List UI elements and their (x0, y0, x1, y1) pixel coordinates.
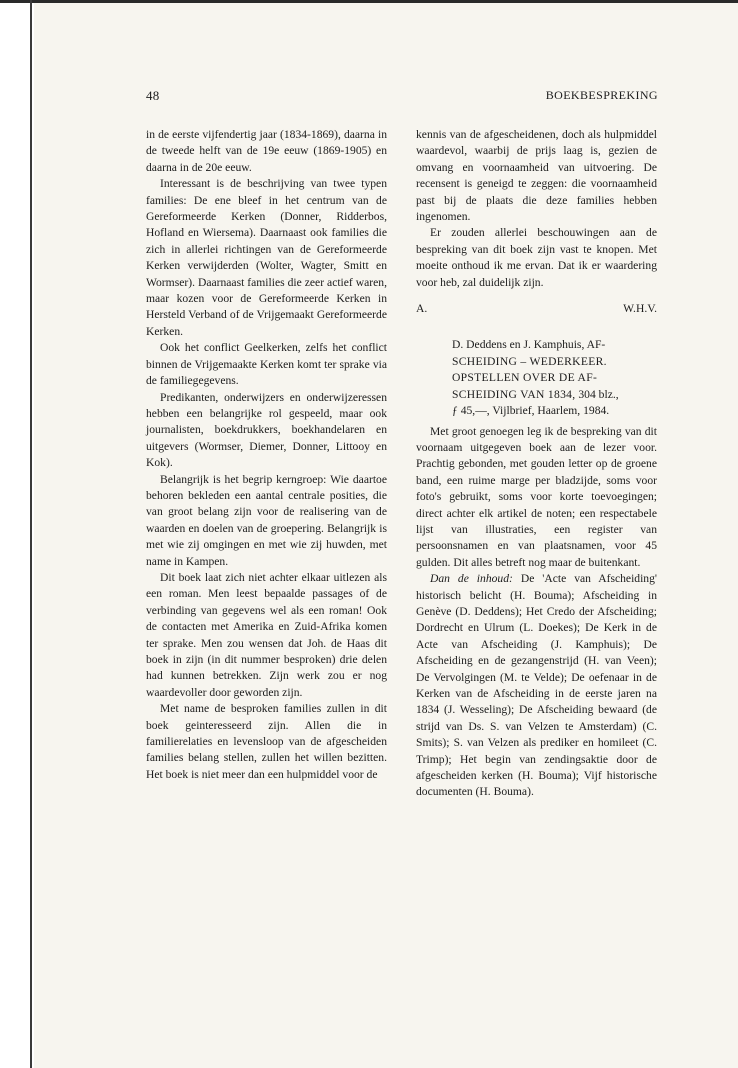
book-title-end: SCHEIDING VAN 1834, (452, 387, 576, 401)
book-authors: D. Deddens en J. Kamphuis, AF- (452, 338, 606, 352)
signature-reviewer: W.H.V. (623, 302, 657, 316)
page-header (146, 88, 658, 108)
book-title-line-3 (452, 387, 657, 403)
left-paragraph-2: Interessant is de beschrijving van twee typen families: De ene bleef in het centrum van de Gereformeerde Kerken (Donner, Ridderbos, Hofland en Wiersema). Daarnaast ook families die zich in allerlei richtingen van de Gereformeerde Kerken verwijderden (Wolter, Wagter, Smitt en Wormser). Daarnaast families die zeer actief waren, maar kozen voor de Gereformeerde Kerken in Hersteld Verband of de Vrijgemaakt Gereformeerde Kerken. (146, 177, 387, 338)
left-paragraph-5: Belangrijk is het begrip kerngroep: Wie daartoe behoren bekleden een aantal centrale posities, die van groot belang zijn voor de realisering van de waarden en doelen van de groepering. Belangrijk is met wie zij omgingen en met wie zij huwden, met name in Kampen. (146, 472, 387, 568)
left-paragraph-7: Met name de besproken families zullen in dit boek geinteresseerd zijn. Allen die in familierelaties en levensloop van de afgescheiden families belang stellen, zullen het willen bezitten. Het boek is niet meer dan een hulpmiddel voor de (146, 702, 387, 781)
right-paragraph-2: Er zouden allerlei beschouwingen aan de bespreking van dit boek zijn vast te knopen. Met moeite onthoud ik me ervan. Dat ik er waardering voor heb, zal duidelijk zijn. (416, 226, 657, 289)
left-paragraph-3: Ook het conflict Geelkerken, zelfs het conflict binnen de Vrijgemaakte Kerken komt ter sprake via de familiegegevens. (146, 341, 387, 388)
book-title-line-2: OPSTELLEN OVER DE AF- (452, 371, 598, 385)
page-number: 48 (146, 88, 160, 103)
left-paragraph-1: in de eerste vijfendertig jaar (1834-1869), daarna in de tweede helft van de 19e eeuw (1869-1905) en daarna in de 20e eeuw. (146, 128, 387, 174)
book-reference (452, 337, 657, 419)
running-title: BOEKBESPREKING (545, 88, 658, 102)
left-paragraph-6: Dit boek laat zich niet achter elkaar uitlezen als een roman. Men leest bepaalde passages of de verbinding van gegevens wel als een roman! Ook de contacten met Amerika en Zuid-Afrika komen ter sprake. Men zou wensen dat Joh. de Haas dit boek in zijn (in dit nummer besproken) drie delen had kunnen betrekken. Zijn werk zou er nog waardevoller door geworden zijn. (146, 570, 387, 699)
right-paragraph-4 (416, 571, 657, 801)
left-paragraph-4: Predikanten, onderwijzers en onderwijzeressen hebben een belangrijke rol gespeeld, maar ook journalisten, boekdrukkers, boekhandelaren en uitgevers (Wormser, Diemer, Donner, Littooy en Kok). (146, 390, 387, 470)
right-column (416, 127, 657, 801)
contents-list: De 'Acte van Afscheiding' historisch belicht (H. Bouma); Afscheiding in Genève (D. Deddens); Het Credo der Afscheiding; Dordrecht en Ulrum (L. Doekes); De Kerk in de Acte van Afscheiding (J. Kamphuis); De Afscheiding en de gezangenstrijd (H. van Veen); De Vervolgingen (M. te Velde); De oefenaar in de Kerken van de Afscheiding in de eerste jaren na 1834 (J. Wesseling); De Afscheiding bewaard (de strijd van Ds. S. van Velzen te Amsterdam) (C. Smits); S. van Velzen als prediker en homileet (C. Trimp); Het begin van zendingsaktie door de afgescheiden kerken (H. Bouma); Vijf historische documenten (H. Bouma). (416, 572, 657, 799)
scan-edge-left (30, 0, 32, 1068)
signature-initial: A. (416, 302, 428, 316)
right-paragraph-1: kennis van de afgescheidenen, doch als hulpmiddel waardevol, waarbij de prijs laag is, gezien de omvang en voornaamheid van uitvoering. De recensent is geneigd te zeggen: die voornaamheid past bij de plaats die deze families hebben ingenomen. (416, 128, 657, 224)
review-signature (416, 301, 657, 317)
left-column (146, 127, 387, 783)
book-price-publisher: ƒ 45,—, Vijlbrief, Haarlem, 1984. (452, 404, 610, 418)
contents-lead: Dan de inhoud: (430, 572, 513, 586)
book-title-line-1: SCHEIDING – WEDERKEER. (452, 354, 607, 368)
book-pages: 304 blz., (575, 387, 619, 401)
right-paragraph-3: Met groot genoegen leg ik de bespreking van dit voornaam uitgegeven boek aan de lezer voor. Prachtig gebonden, met gouden letter op de groene band, een ruime marge per bladzijde, soms voor foto's gebruikt, soms voor korte toevoegingen; direct achter elk artikel de noten; een respectabele lijst van illustraties, een register van persoonsnamen en van plaatsnamen, voor 45 gulden. Dit alles betreft nog maar de buitenkant. (416, 424, 657, 569)
